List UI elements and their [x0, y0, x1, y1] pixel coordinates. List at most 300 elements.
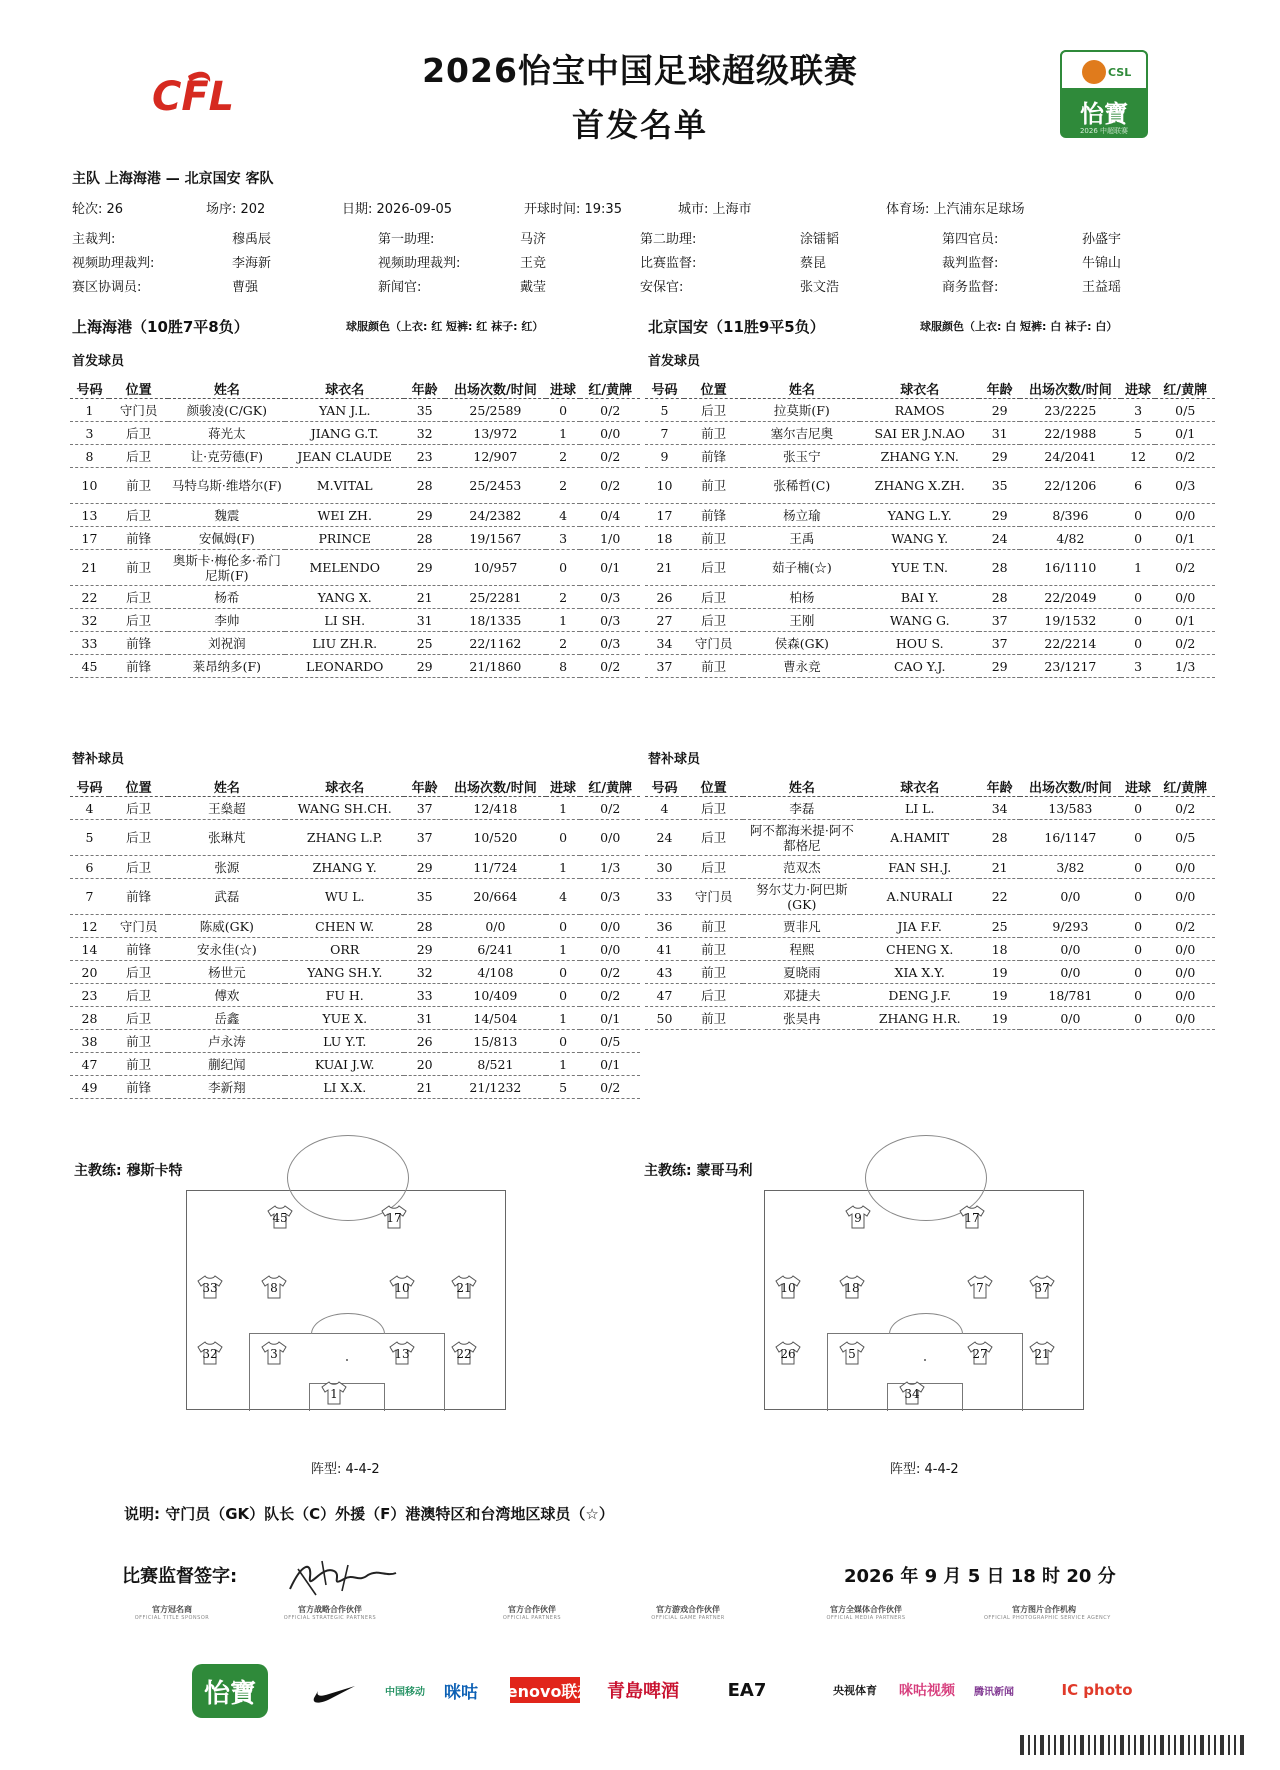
- official-label: 第四官员:: [942, 232, 999, 247]
- table-row: [645, 915, 1215, 938]
- table-row: [645, 655, 1215, 678]
- table-row: [70, 504, 640, 527]
- column-header: 位置: [109, 378, 168, 399]
- number-cell: 7: [70, 879, 109, 915]
- cards-cell: 0/2: [580, 984, 640, 1007]
- player-shirt-icon: [267, 1205, 293, 1229]
- column-header: 出场次数/时间: [1020, 378, 1120, 399]
- player-shirt-icon: [321, 1381, 347, 1405]
- table-row: [70, 915, 640, 938]
- appearances-cell: 22/2214: [1020, 632, 1120, 655]
- column-header: 号码: [645, 776, 684, 797]
- table-row: [645, 820, 1215, 856]
- name-cell: 杨立瑜: [743, 504, 860, 527]
- position-cell: 后卫: [109, 961, 168, 984]
- table-row: [645, 445, 1215, 468]
- goals-cell: 0: [1121, 632, 1156, 655]
- goals-cell: 4: [546, 504, 581, 527]
- shirt-name-cell: M.VITAL: [285, 468, 404, 504]
- goals-cell: 4: [546, 879, 581, 915]
- appearances-cell: 0/0: [1020, 961, 1120, 984]
- goals-cell: 2: [546, 586, 581, 609]
- home-team-header: 上海海港（10胜7平8负）: [72, 318, 249, 336]
- table-row: [645, 1007, 1215, 1030]
- player-shirt-icon: [845, 1205, 871, 1229]
- cards-cell: 0/2: [580, 961, 640, 984]
- cards-cell: 0/2: [1155, 550, 1215, 586]
- name-cell: 王禹: [743, 527, 860, 550]
- official-name: 牛锦山: [1082, 256, 1122, 271]
- shirt-name-cell: RAMOS: [860, 399, 979, 422]
- appearances-cell: 12/418: [445, 797, 545, 820]
- sponsor-logo: 怡寶: [192, 1664, 268, 1718]
- appearances-cell: 12/907: [445, 445, 545, 468]
- age-cell: 28: [404, 915, 445, 938]
- column-header: 球衣名: [860, 776, 979, 797]
- appearances-cell: 0/0: [1020, 1007, 1120, 1030]
- name-cell: 李帅: [168, 609, 285, 632]
- table-row: [645, 632, 1215, 655]
- appearances-cell: 10/957: [445, 550, 545, 586]
- cards-cell: 0/0: [580, 938, 640, 961]
- cards-cell: 1/0: [580, 527, 640, 550]
- position-cell: 前卫: [684, 527, 743, 550]
- position-cell: 后卫: [684, 820, 743, 856]
- goals-cell: 0: [546, 550, 581, 586]
- column-header: 球衣名: [285, 776, 404, 797]
- table-row: [70, 586, 640, 609]
- position-cell: 前卫: [109, 468, 168, 504]
- column-header: 姓名: [743, 378, 860, 399]
- age-cell: 21: [404, 586, 445, 609]
- shirt-name-cell: A.NURALI: [860, 879, 979, 915]
- number-cell: 6: [70, 856, 109, 879]
- name-cell: 让·克劳德(F): [168, 445, 285, 468]
- shirt-name-cell: JEAN CLAUDE: [285, 445, 404, 468]
- position-cell: 后卫: [684, 399, 743, 422]
- column-header: 号码: [70, 776, 109, 797]
- shirt-name-cell: LI L.: [860, 797, 979, 820]
- appearances-cell: 15/813: [445, 1030, 545, 1053]
- shirt-name-cell: WU L.: [285, 879, 404, 915]
- shirt-name-cell: ZHANG L.P.: [285, 820, 404, 856]
- position-cell: 前卫: [109, 550, 168, 586]
- shirt-name-cell: LU Y.T.: [285, 1030, 404, 1053]
- appearances-cell: 13/972: [445, 422, 545, 445]
- position-cell: 后卫: [684, 609, 743, 632]
- appearances-cell: 19/1567: [445, 527, 545, 550]
- cards-cell: 0/1: [580, 1053, 640, 1076]
- number-cell: 41: [645, 938, 684, 961]
- number-cell: 17: [70, 527, 109, 550]
- table-row: [70, 550, 640, 586]
- name-cell: 程熙: [743, 938, 860, 961]
- cards-cell: 0/3: [580, 632, 640, 655]
- shirt-name-cell: ZHANG H.R.: [860, 1007, 979, 1030]
- number-cell: 12: [70, 915, 109, 938]
- goals-cell: 1: [546, 938, 581, 961]
- table-row: [645, 797, 1215, 820]
- goals-cell: 3: [1121, 655, 1156, 678]
- sponsor-logo: Lenovo联想: [510, 1677, 580, 1703]
- shirt-number: 17: [386, 1211, 402, 1225]
- appearances-cell: 22/1988: [1020, 422, 1120, 445]
- position-cell: 后卫: [109, 820, 168, 856]
- away-kit-colors: 球服颜色（上衣: 白 短裤: 白 袜子: 白）: [920, 320, 1118, 333]
- cards-cell: 0/2: [1155, 915, 1215, 938]
- appearances-cell: 24/2041: [1020, 445, 1120, 468]
- number-cell: 33: [70, 632, 109, 655]
- goals-cell: 2: [546, 445, 581, 468]
- official-name: 孙盛宇: [1082, 232, 1122, 247]
- official-label: 赛区协调员:: [72, 280, 142, 295]
- cards-cell: 0/1: [580, 1007, 640, 1030]
- name-cell: 李新翔: [168, 1076, 285, 1099]
- age-cell: 29: [404, 504, 445, 527]
- shirt-number: 22: [456, 1347, 472, 1361]
- column-header: 位置: [684, 378, 743, 399]
- column-header: 年龄: [404, 776, 445, 797]
- column-header: 红/黄牌: [1155, 776, 1215, 797]
- official-label: 新闻官:: [378, 280, 422, 295]
- position-cell: 前锋: [684, 504, 743, 527]
- position-cell: 后卫: [684, 586, 743, 609]
- position-cell: 后卫: [109, 984, 168, 1007]
- column-header: 球衣名: [860, 378, 979, 399]
- age-cell: 28: [979, 820, 1020, 856]
- away-starters-label: 首发球员: [648, 354, 701, 369]
- age-cell: 29: [404, 655, 445, 678]
- column-header: 年龄: [979, 776, 1020, 797]
- number-cell: 21: [645, 550, 684, 586]
- goals-cell: 0: [1121, 856, 1156, 879]
- position-cell: 后卫: [109, 856, 168, 879]
- cards-cell: 0/3: [580, 879, 640, 915]
- position-cell: 守门员: [684, 879, 743, 915]
- age-cell: 29: [979, 655, 1020, 678]
- sponsor-logo: 咪咕视频: [899, 1683, 955, 1699]
- official-name: 王竞: [520, 256, 547, 271]
- number-cell: 30: [645, 856, 684, 879]
- player-shirt-icon: [967, 1275, 993, 1299]
- column-header: 姓名: [743, 776, 860, 797]
- age-cell: 19: [979, 1007, 1020, 1030]
- position-cell: 后卫: [684, 984, 743, 1007]
- age-cell: 28: [979, 550, 1020, 586]
- table-row: [645, 961, 1215, 984]
- number-cell: 18: [645, 527, 684, 550]
- name-cell: 王刚: [743, 609, 860, 632]
- table-row: [70, 468, 640, 504]
- goals-cell: 1: [546, 422, 581, 445]
- name-cell: 奥斯卡·梅伦多·希门尼斯(F): [168, 550, 285, 586]
- cards-cell: 0/2: [580, 399, 640, 422]
- column-header: 进球: [1121, 378, 1156, 399]
- age-cell: 24: [979, 527, 1020, 550]
- appearances-cell: 22/2049: [1020, 586, 1120, 609]
- cards-cell: 0/5: [1155, 399, 1215, 422]
- column-header: 号码: [645, 378, 684, 399]
- appearances-cell: 23/2225: [1020, 399, 1120, 422]
- name-cell: 蒯纪闻: [168, 1053, 285, 1076]
- name-cell: 贾非凡: [743, 915, 860, 938]
- table-row: [70, 422, 640, 445]
- appearances-cell: 25/2589: [445, 399, 545, 422]
- age-cell: 29: [979, 399, 1020, 422]
- column-header: 号码: [70, 378, 109, 399]
- official-label: 安保官:: [640, 280, 684, 295]
- official-name: 张文浩: [800, 280, 840, 295]
- player-shirt-icon: [775, 1341, 801, 1365]
- table-row: [70, 609, 640, 632]
- appearances-cell: 16/1110: [1020, 550, 1120, 586]
- shirt-number: 1: [330, 1387, 338, 1401]
- official-name: 李海新: [232, 256, 272, 271]
- cards-cell: 0/1: [580, 550, 640, 586]
- number-cell: 27: [645, 609, 684, 632]
- goals-cell: 1: [546, 1007, 581, 1030]
- home-formation-pitch: [186, 1190, 506, 1410]
- shirt-number: 45: [272, 1211, 288, 1225]
- player-shirt-icon: [451, 1275, 477, 1299]
- city: 城市: 上海市: [678, 202, 752, 217]
- name-cell: 莱昂纳多(F): [168, 655, 285, 678]
- age-cell: 28: [404, 468, 445, 504]
- number-cell: 3: [70, 422, 109, 445]
- appearances-cell: 14/504: [445, 1007, 545, 1030]
- shirt-name-cell: BAI Y.: [860, 586, 979, 609]
- home-kit-colors: 球服颜色（上衣: 红 短裤: 红 袜子: 红）: [346, 320, 544, 333]
- position-cell: 后卫: [109, 422, 168, 445]
- table-row: [645, 527, 1215, 550]
- official-name: 王益瑶: [1082, 280, 1122, 295]
- home-starters-label: 首发球员: [72, 354, 125, 369]
- shirt-name-cell: HOU S.: [860, 632, 979, 655]
- player-shirt-icon: [1029, 1341, 1055, 1365]
- age-cell: 26: [404, 1030, 445, 1053]
- cards-cell: 0/2: [580, 655, 640, 678]
- position-cell: 前锋: [109, 527, 168, 550]
- sponsor-logo: 咪咕: [444, 1682, 478, 1703]
- age-cell: 32: [404, 961, 445, 984]
- csl-logo: CSL 怡寶 2026 中超联赛: [1060, 50, 1148, 138]
- shirt-name-cell: A.HAMIT: [860, 820, 979, 856]
- number-cell: 5: [70, 820, 109, 856]
- appearances-cell: 0/0: [1020, 938, 1120, 961]
- table-row: [70, 961, 640, 984]
- official-label: 第一助理:: [378, 232, 435, 247]
- number-cell: 10: [645, 468, 684, 504]
- age-cell: 31: [979, 422, 1020, 445]
- appearances-cell: 9/293: [1020, 915, 1120, 938]
- number-cell: 47: [645, 984, 684, 1007]
- table-row: [70, 938, 640, 961]
- shirt-number: 9: [854, 1211, 862, 1225]
- cards-cell: 0/0: [580, 422, 640, 445]
- name-cell: 武磊: [168, 879, 285, 915]
- sponsor-logo: 腾讯新闻: [974, 1686, 1014, 1698]
- appearances-cell: 23/1217: [1020, 655, 1120, 678]
- age-cell: 32: [404, 422, 445, 445]
- shirt-name-cell: CAO Y.J.: [860, 655, 979, 678]
- shirt-name-cell: YANG L.Y.: [860, 504, 979, 527]
- appearances-cell: 21/1232: [445, 1076, 545, 1099]
- shirt-name-cell: CHEN W.: [285, 915, 404, 938]
- kickoff-time: 开球时间: 19:35: [524, 202, 622, 217]
- number-cell: 47: [70, 1053, 109, 1076]
- svg-text:CFL: CFL: [152, 74, 235, 118]
- shirt-number: 21: [456, 1281, 472, 1295]
- legend-note: 说明: 守门员（GK）队长（C）外援（F）港澳特区和台湾地区球员（☆）: [124, 1505, 614, 1523]
- name-cell: 陈威(GK): [168, 915, 285, 938]
- away-starters-table: [645, 378, 1215, 678]
- position-cell: 前锋: [109, 1076, 168, 1099]
- appearances-cell: 24/2382: [445, 504, 545, 527]
- player-shirt-icon: [261, 1341, 287, 1365]
- sponsor-tier-label: 官方冠名商 OFFICIAL TITLE SPONSOR: [134, 1605, 210, 1621]
- appearances-cell: 11/724: [445, 856, 545, 879]
- appearances-cell: 18/1335: [445, 609, 545, 632]
- goals-cell: 0: [1121, 915, 1156, 938]
- table-row: [70, 1007, 640, 1030]
- name-cell: 塞尔吉尼奥: [743, 422, 860, 445]
- appearances-cell: 22/1162: [445, 632, 545, 655]
- shirt-name-cell: YAN J.L.: [285, 399, 404, 422]
- number-cell: 49: [70, 1076, 109, 1099]
- table-row: [645, 984, 1215, 1007]
- player-shirt-icon: [967, 1341, 993, 1365]
- appearances-cell: 18/781: [1020, 984, 1120, 1007]
- name-cell: 夏晓雨: [743, 961, 860, 984]
- cards-cell: 0/4: [580, 504, 640, 527]
- column-header: 进球: [546, 776, 581, 797]
- shirt-name-cell: YANG SH.Y.: [285, 961, 404, 984]
- age-cell: 35: [979, 468, 1020, 504]
- sponsor-logo: 中国移动: [385, 1686, 425, 1698]
- name-cell: 马特乌斯·维塔尔(F): [168, 468, 285, 504]
- column-header: 年龄: [404, 378, 445, 399]
- age-cell: 19: [979, 984, 1020, 1007]
- appearances-cell: 6/241: [445, 938, 545, 961]
- goals-cell: 12: [1121, 445, 1156, 468]
- goals-cell: 0: [1121, 527, 1156, 550]
- cards-cell: 0/5: [580, 1030, 640, 1053]
- shirt-name-cell: WEI ZH.: [285, 504, 404, 527]
- goals-cell: 0: [1121, 504, 1156, 527]
- number-cell: 24: [645, 820, 684, 856]
- name-cell: 杨希: [168, 586, 285, 609]
- table-row: [645, 399, 1215, 422]
- column-header: 红/黄牌: [1155, 378, 1215, 399]
- home-formation: 阵型: 4-4-2: [311, 1462, 380, 1477]
- goals-cell: 0: [546, 915, 581, 938]
- table-row: [70, 879, 640, 915]
- position-cell: 前锋: [109, 879, 168, 915]
- barcode-icon: [1020, 1735, 1260, 1755]
- table-row: [70, 820, 640, 856]
- cards-cell: 0/2: [1155, 632, 1215, 655]
- goals-cell: 6: [1121, 468, 1156, 504]
- number-cell: 28: [70, 1007, 109, 1030]
- table-row: [645, 504, 1215, 527]
- goals-cell: 0: [1121, 1007, 1156, 1030]
- cards-cell: 0/0: [1155, 504, 1215, 527]
- table-row: [70, 1053, 640, 1076]
- column-header: 姓名: [168, 776, 285, 797]
- goals-cell: 0: [546, 984, 581, 1007]
- shirt-number: 5: [848, 1347, 856, 1361]
- name-cell: 拉莫斯(F): [743, 399, 860, 422]
- stadium: 体育场: 上汽浦东足球场: [886, 202, 1025, 217]
- player-shirt-icon: [389, 1341, 415, 1365]
- goals-cell: 0: [1121, 586, 1156, 609]
- official-name: 穆禹辰: [232, 232, 272, 247]
- official-label: 商务监督:: [942, 280, 999, 295]
- position-cell: 前锋: [109, 655, 168, 678]
- shirt-number: 13: [394, 1347, 410, 1361]
- cards-cell: 0/2: [580, 1076, 640, 1099]
- name-cell: 张源: [168, 856, 285, 879]
- official-name: 蔡昆: [800, 256, 827, 271]
- appearances-cell: 20/664: [445, 879, 545, 915]
- name-cell: 刘祝润: [168, 632, 285, 655]
- goals-cell: 1: [546, 797, 581, 820]
- cards-cell: 1/3: [580, 856, 640, 879]
- official-name: 马济: [520, 232, 547, 247]
- position-cell: 前卫: [684, 915, 743, 938]
- cards-cell: 0/0: [1155, 856, 1215, 879]
- shirt-name-cell: WANG G.: [860, 609, 979, 632]
- name-cell: 蒋光太: [168, 422, 285, 445]
- shirt-name-cell: MELENDO: [285, 550, 404, 586]
- cards-cell: 0/0: [1155, 984, 1215, 1007]
- player-shirt-icon: [197, 1341, 223, 1365]
- goals-cell: 0: [1121, 879, 1156, 915]
- shirt-number: 8: [270, 1281, 278, 1295]
- shirt-name-cell: ZHANG Y.: [285, 856, 404, 879]
- sponsor-logo: 青島啤酒: [607, 1681, 679, 1702]
- number-cell: 50: [645, 1007, 684, 1030]
- official-label: 第二助理:: [640, 232, 697, 247]
- cards-cell: 0/2: [580, 445, 640, 468]
- number-cell: 4: [645, 797, 684, 820]
- number-cell: 33: [645, 879, 684, 915]
- name-cell: 范双杰: [743, 856, 860, 879]
- sponsor-tier-label: 官方合作伙伴 OFFICIAL PARTNERS: [502, 1605, 562, 1621]
- position-cell: 前锋: [109, 938, 168, 961]
- number-cell: 34: [645, 632, 684, 655]
- table-row: [70, 797, 640, 820]
- away-formation: 阵型: 4-4-2: [890, 1462, 959, 1477]
- shirt-number: 34: [904, 1387, 920, 1401]
- column-header: 年龄: [979, 378, 1020, 399]
- age-cell: 29: [979, 504, 1020, 527]
- shirt-name-cell: FU H.: [285, 984, 404, 1007]
- position-cell: 后卫: [109, 504, 168, 527]
- table-row: [645, 938, 1215, 961]
- player-shirt-icon: [261, 1275, 287, 1299]
- age-cell: 25: [979, 915, 1020, 938]
- age-cell: 21: [404, 1076, 445, 1099]
- column-header: 出场次数/时间: [445, 378, 545, 399]
- age-cell: 31: [404, 609, 445, 632]
- appearances-cell: 25/2281: [445, 586, 545, 609]
- cards-cell: 1/3: [1155, 655, 1215, 678]
- goals-cell: 0: [546, 1030, 581, 1053]
- shirt-name-cell: ZHANG Y.N.: [860, 445, 979, 468]
- shirt-name-cell: YUE X.: [285, 1007, 404, 1030]
- appearances-cell: 21/1860: [445, 655, 545, 678]
